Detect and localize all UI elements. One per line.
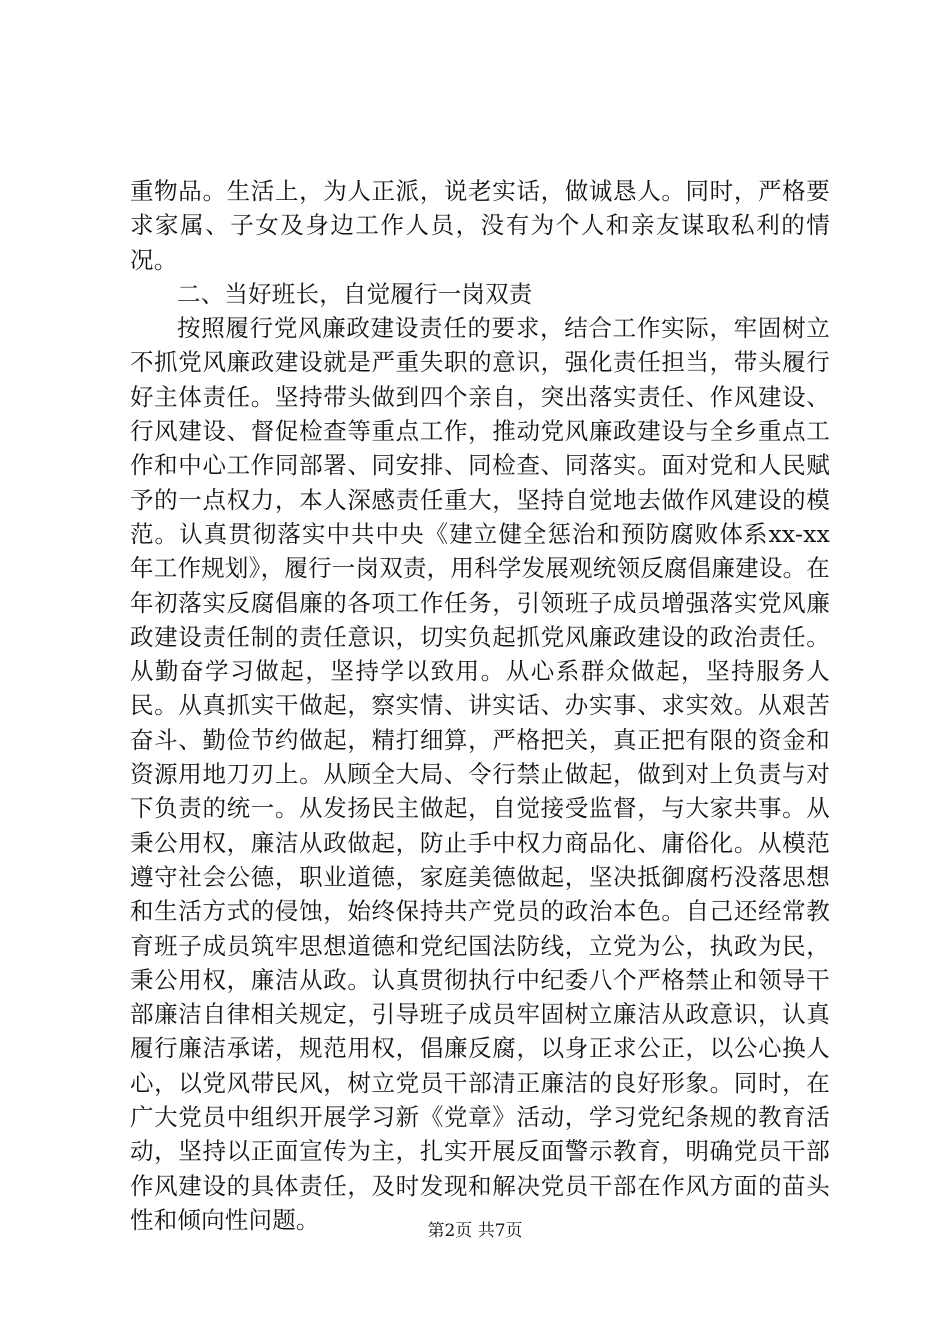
paragraph-continuation: 重物品。生活上，为人正派，说老实话，做诚恳人。同时，严格要求家属、子女及身边工作人员，没有为个人和亲友谋取私利的情况。: [130, 177, 830, 274]
section-heading: 二、当好班长，自觉履行一岗双责: [177, 279, 533, 308]
document-body: [130, 174, 830, 1237]
paragraph-body: 按照履行党风廉政建设责任的要求，结合工作实际，牢固树立不抓党风廉政建设就是严重失职的意识，强化责任担当，带头履行好主体责任。坚持带头做到四个亲自，突出落实责任、作风建设、行风建设、督促检查等重点工作，推动党风廉政建设与全乡重点工作和中心工作同部署、同安排、同检查、同落实。面对党和人民赋予的一点权力，本人深感责任重大，坚持自觉地去做作风建设的模范。认真贯彻落实中共中央《建立健全惩治和预防腐败体系xx-xx年工作规划》，履行一岗双责，用科学发展观统领反腐倡廉建设。在年初落实反腐倡廉的各项工作任务，引领班子成员增强落实党风廉政建设责任制的责任意识，切实负起抓党风廉政建设的政治责任。从勤奋学习做起，坚持学以致用。从心系群众做起，坚持服务人民。从真抓实干做起，察实情、讲实话、办实事、求实效。从艰苦奋斗、勤俭节约做起，精打细算，严格把关，真正把有限的资金和资源用地刀刃上。从顾全大局、令行禁止做起，做到对上负责与对下负责的统一。从发扬民主做起，自觉接受监督，与大家共事。从秉公用权，廉洁从政做起，防止手中权力商品化、庸俗化。从模范遵守社会公德，职业道德，家庭美德做起，坚决抵御腐朽没落思想和生活方式的侵蚀，始终保持共产党员的政治本色。自己还经常教育班子成员筑牢思想道德和党纪国法防线，立党为公，执政为民，秉公用权，廉洁从政。认真贯彻执行中纪委八个严格禁止和领导干部廉洁自律相关规定，引导班子成员牢固树立廉洁从政意识，认真履行廉洁承诺，规范用权，倡廉反腐，以身正求公正，以公心换人心，以党风带民风，树立党员干部清正廉洁的良好形象。同时，在广大党员中组织开展学习新《党章》活动，学习党纪条规的教育活动，坚持以正面宣传为主，扎实开展反面警示教育，明确党员干部作风建设的具体责任，及时发现和解决党员干部在作风方面的苗头性和倾向性问题。: [130, 314, 830, 1234]
page-footer: 第2页 共7页: [427, 1221, 523, 1241]
